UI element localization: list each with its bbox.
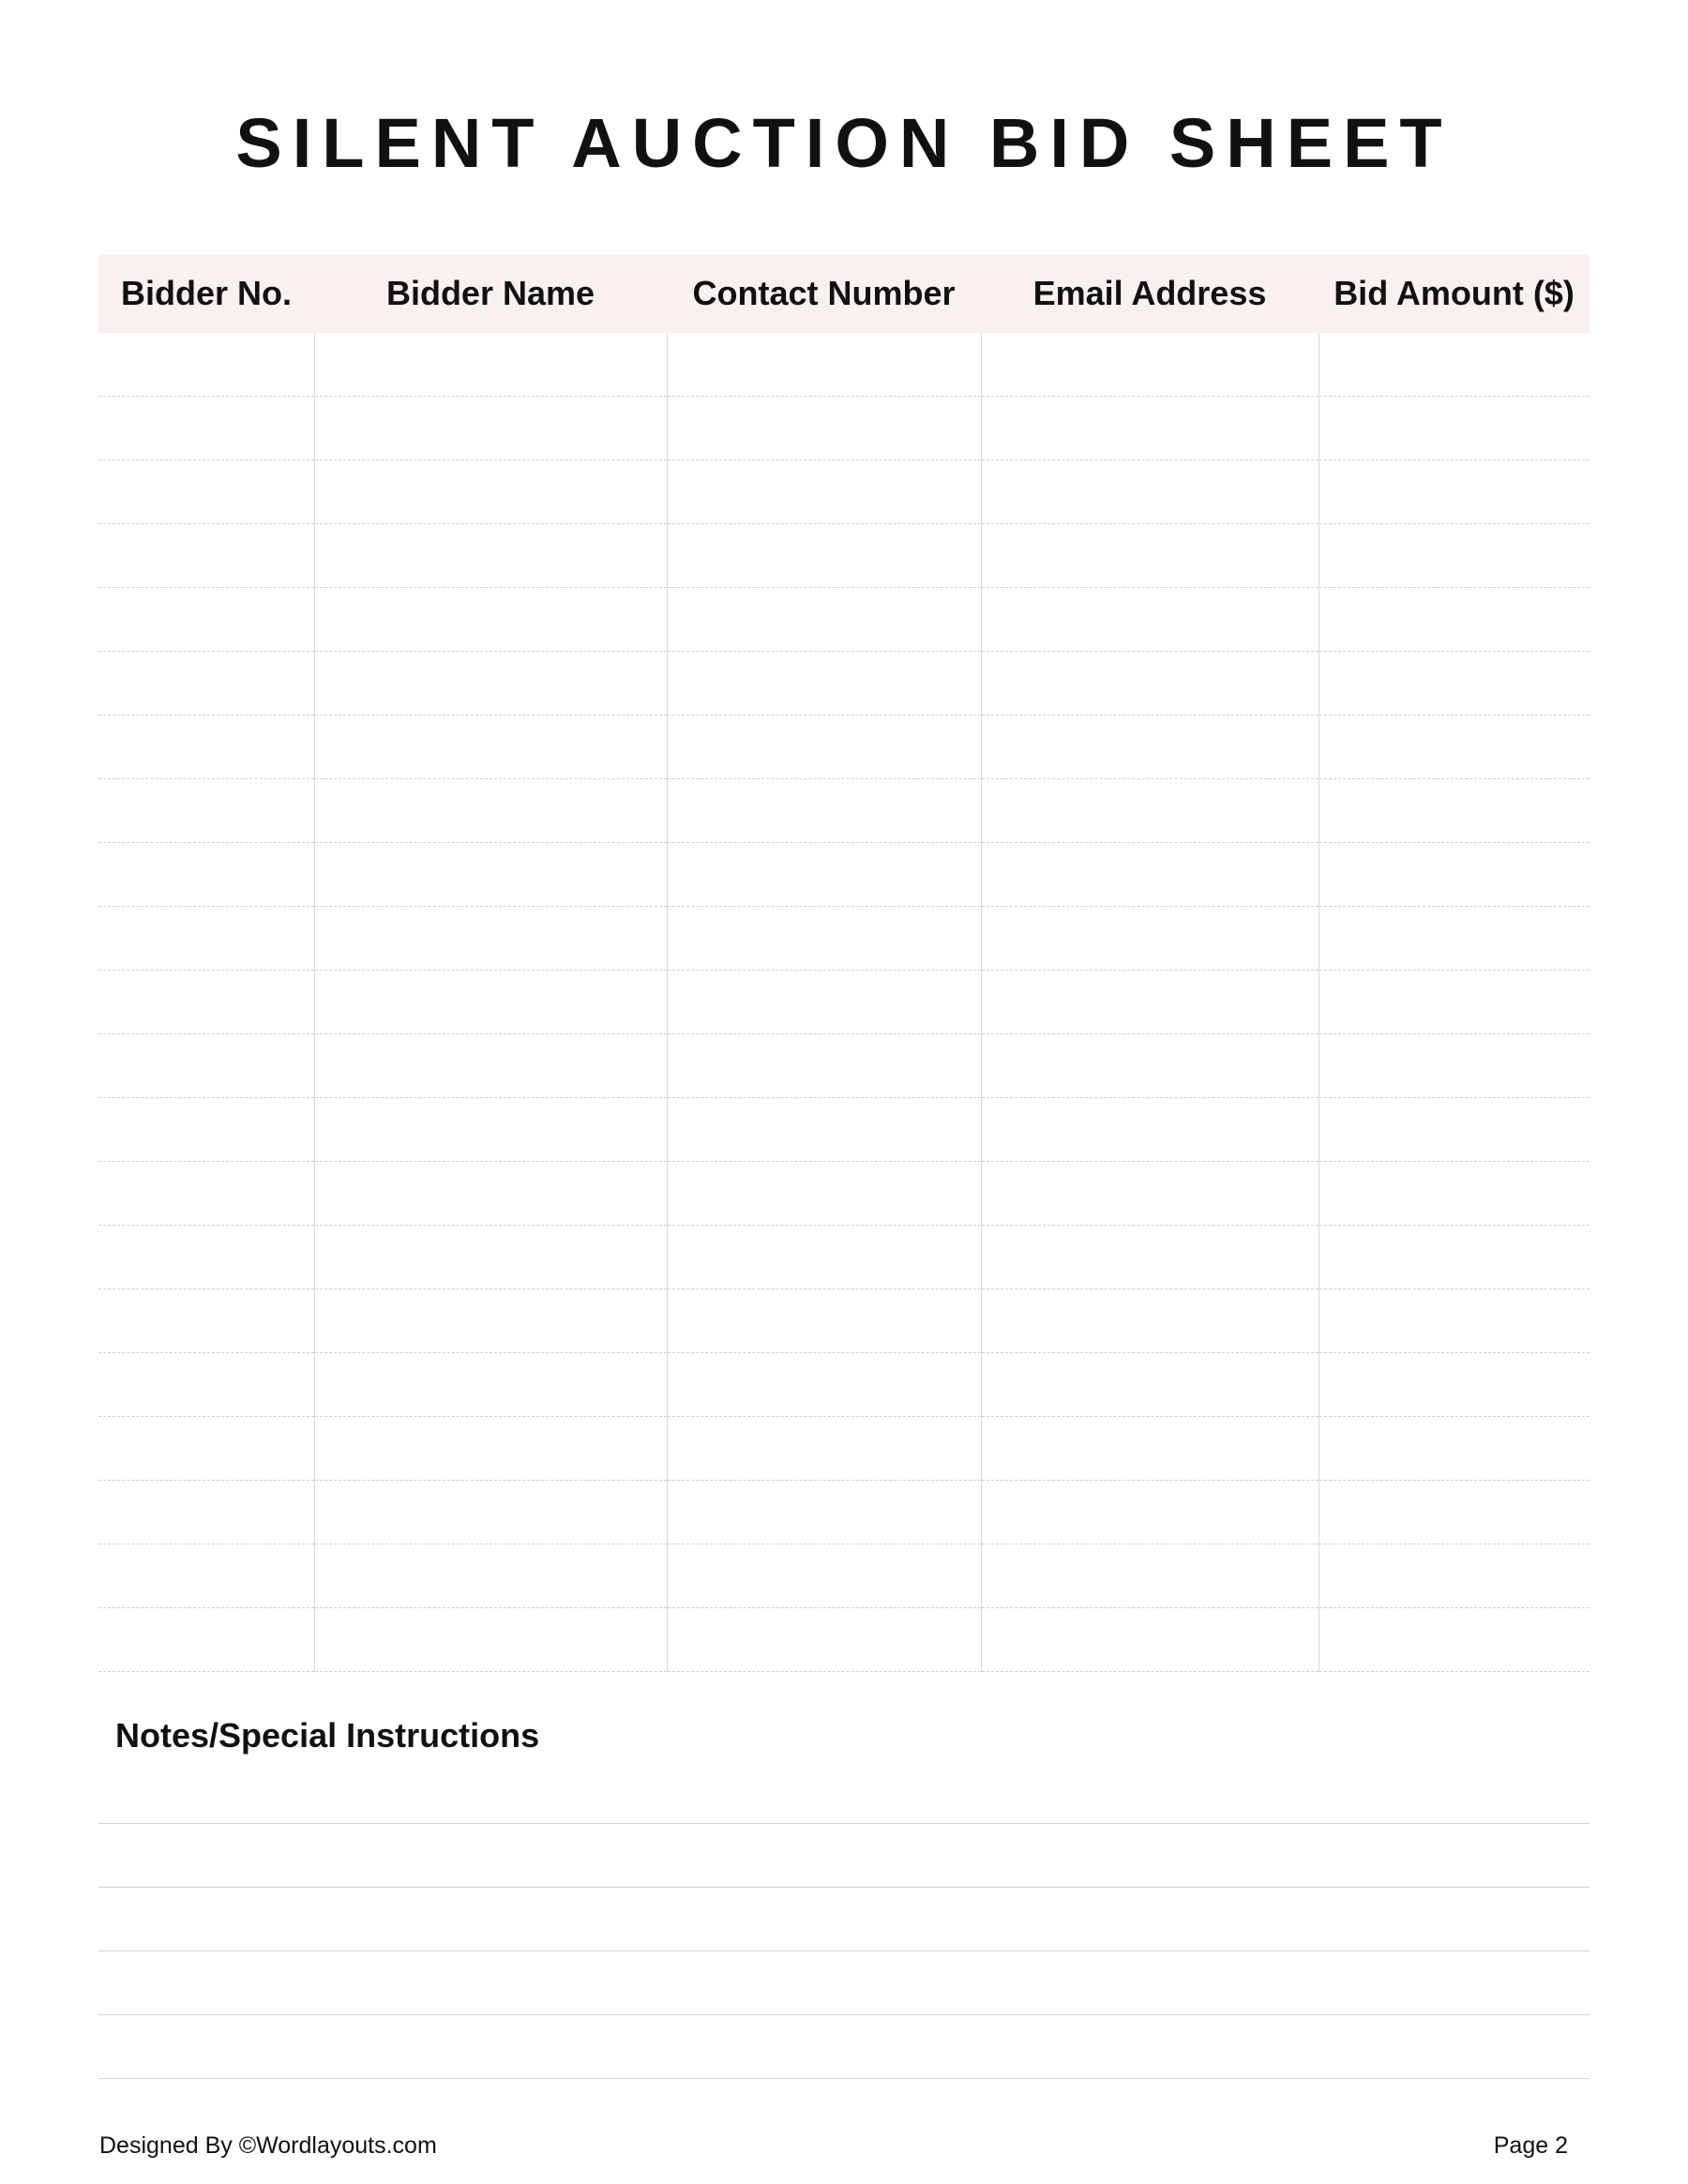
cell-contact-number[interactable] xyxy=(667,1289,981,1353)
cell-bid-amount[interactable] xyxy=(1319,1608,1590,1672)
cell-bidder-no[interactable] xyxy=(98,397,314,460)
cell-bidder-no[interactable] xyxy=(98,843,314,907)
cell-contact-number[interactable] xyxy=(667,1034,981,1098)
cell-bid-amount[interactable] xyxy=(1319,460,1590,524)
cell-email-address[interactable] xyxy=(981,1544,1319,1608)
cell-contact-number[interactable] xyxy=(667,1608,981,1672)
cell-contact-number[interactable] xyxy=(667,1481,981,1544)
cell-bidder-name[interactable] xyxy=(314,524,667,588)
cell-email-address[interactable] xyxy=(981,460,1319,524)
table-row xyxy=(98,588,1590,652)
cell-email-address[interactable] xyxy=(981,971,1319,1034)
cell-bidder-no[interactable] xyxy=(98,1608,314,1672)
cell-bidder-name[interactable] xyxy=(314,971,667,1034)
table-row xyxy=(98,907,1590,971)
cell-bid-amount[interactable] xyxy=(1319,715,1590,779)
cell-contact-number[interactable] xyxy=(667,1353,981,1417)
cell-contact-number[interactable] xyxy=(667,907,981,971)
table-row xyxy=(98,1098,1590,1162)
cell-bid-amount[interactable] xyxy=(1319,971,1590,1034)
bid-rows xyxy=(98,333,1590,1672)
cell-contact-number[interactable] xyxy=(667,1417,981,1481)
cell-email-address[interactable] xyxy=(981,397,1319,460)
cell-email-address[interactable] xyxy=(981,1034,1319,1098)
notes-line[interactable] xyxy=(98,1887,1590,1888)
table-row xyxy=(98,1353,1590,1417)
cell-email-address[interactable] xyxy=(981,524,1319,588)
table-row xyxy=(98,779,1590,843)
cell-bidder-name[interactable] xyxy=(314,1481,667,1544)
cell-bidder-name[interactable] xyxy=(314,1417,667,1481)
cell-bidder-name[interactable] xyxy=(314,397,667,460)
page-title: SILENT AUCTION BID SHEET xyxy=(235,104,1453,182)
cell-contact-number[interactable] xyxy=(667,524,981,588)
bid-table xyxy=(98,254,1590,1672)
cell-contact-number[interactable] xyxy=(667,333,981,397)
cell-contact-number[interactable] xyxy=(667,971,981,1034)
table-row xyxy=(98,1544,1590,1608)
cell-bid-amount[interactable] xyxy=(1319,1034,1590,1098)
table-header-row xyxy=(98,254,1590,333)
cell-bidder-name[interactable] xyxy=(314,1162,667,1226)
cell-email-address[interactable] xyxy=(981,715,1319,779)
column-header-bidder-no: Bidder No. xyxy=(98,254,314,333)
cell-email-address[interactable] xyxy=(981,333,1319,397)
cell-bidder-name[interactable] xyxy=(314,652,667,715)
cell-bidder-no[interactable] xyxy=(98,907,314,971)
table-row xyxy=(98,524,1590,588)
cell-email-address[interactable] xyxy=(981,1289,1319,1353)
cell-bid-amount[interactable] xyxy=(1319,588,1590,652)
cell-email-address[interactable] xyxy=(981,1098,1319,1162)
cell-bid-amount[interactable] xyxy=(1319,333,1590,397)
notes-line[interactable] xyxy=(98,2014,1590,2015)
cell-bidder-no[interactable] xyxy=(98,588,314,652)
cell-bid-amount[interactable] xyxy=(1319,1226,1590,1289)
table-row xyxy=(98,971,1590,1034)
cell-bidder-name[interactable] xyxy=(314,1098,667,1162)
cell-bid-amount[interactable] xyxy=(1319,1162,1590,1226)
cell-bidder-name[interactable] xyxy=(314,715,667,779)
table-row xyxy=(98,397,1590,460)
cell-bidder-name[interactable] xyxy=(314,588,667,652)
cell-bidder-name[interactable] xyxy=(314,1034,667,1098)
notes-line[interactable] xyxy=(98,2078,1590,2079)
column-header-bid-amount: Bid Amount ($) xyxy=(1319,254,1590,333)
cell-bidder-name[interactable] xyxy=(314,1289,667,1353)
cell-email-address[interactable] xyxy=(981,652,1319,715)
cell-bidder-no[interactable] xyxy=(98,779,314,843)
cell-email-address[interactable] xyxy=(981,907,1319,971)
table-row xyxy=(98,333,1590,397)
cell-email-address[interactable] xyxy=(981,1608,1319,1672)
page-number: Page 2 xyxy=(1493,2132,1568,2159)
cell-contact-number[interactable] xyxy=(667,843,981,907)
table-row xyxy=(98,460,1590,524)
cell-bidder-no[interactable] xyxy=(98,971,314,1034)
cell-email-address[interactable] xyxy=(981,1162,1319,1226)
cell-bidder-name[interactable] xyxy=(314,1353,667,1417)
column-header-email-address: Email Address xyxy=(981,254,1319,333)
column-header-contact-number: Contact Number xyxy=(667,254,981,333)
cell-email-address[interactable] xyxy=(981,843,1319,907)
cell-bidder-no[interactable] xyxy=(98,1353,314,1417)
cell-bid-amount[interactable] xyxy=(1319,524,1590,588)
cell-bidder-no[interactable] xyxy=(98,1162,314,1226)
cell-contact-number[interactable] xyxy=(667,779,981,843)
cell-bid-amount[interactable] xyxy=(1319,397,1590,460)
table-row xyxy=(98,1417,1590,1481)
table-row xyxy=(98,1481,1590,1544)
cell-bidder-no[interactable] xyxy=(98,524,314,588)
cell-bid-amount[interactable] xyxy=(1319,779,1590,843)
cell-email-address[interactable] xyxy=(981,1417,1319,1481)
column-header-bidder-name: Bidder Name xyxy=(314,254,667,333)
cell-bidder-no[interactable] xyxy=(98,1481,314,1544)
notes-heading: Notes/Special Instructions xyxy=(115,1716,540,1755)
cell-bidder-no[interactable] xyxy=(98,1098,314,1162)
cell-contact-number[interactable] xyxy=(667,1098,981,1162)
cell-bid-amount[interactable] xyxy=(1319,652,1590,715)
cell-bidder-name[interactable] xyxy=(314,1226,667,1289)
cell-bid-amount[interactable] xyxy=(1319,1417,1590,1481)
cell-bidder-no[interactable] xyxy=(98,333,314,397)
cell-bidder-no[interactable] xyxy=(98,1289,314,1353)
cell-email-address[interactable] xyxy=(981,1353,1319,1417)
cell-bid-amount[interactable] xyxy=(1319,1481,1590,1544)
cell-bidder-name[interactable] xyxy=(314,1608,667,1672)
cell-bidder-no[interactable] xyxy=(98,1544,314,1608)
table-row xyxy=(98,1162,1590,1226)
cell-bidder-no[interactable] xyxy=(98,652,314,715)
cell-bid-amount[interactable] xyxy=(1319,1289,1590,1353)
cell-contact-number[interactable] xyxy=(667,460,981,524)
table-row xyxy=(98,652,1590,715)
cell-bidder-no[interactable] xyxy=(98,1226,314,1289)
table-row xyxy=(98,843,1590,907)
cell-contact-number[interactable] xyxy=(667,1162,981,1226)
cell-contact-number[interactable] xyxy=(667,1544,981,1608)
footer-credit: Designed By ©Wordlayouts.com xyxy=(99,2132,437,2159)
cell-contact-number[interactable] xyxy=(667,397,981,460)
cell-bidder-no[interactable] xyxy=(98,1417,314,1481)
table-row xyxy=(98,1608,1590,1672)
cell-email-address[interactable] xyxy=(981,1226,1319,1289)
table-row xyxy=(98,715,1590,779)
cell-email-address[interactable] xyxy=(981,779,1319,843)
cell-contact-number[interactable] xyxy=(667,588,981,652)
cell-bid-amount[interactable] xyxy=(1319,907,1590,971)
cell-bid-amount[interactable] xyxy=(1319,1098,1590,1162)
cell-contact-number[interactable] xyxy=(667,715,981,779)
cell-bidder-name[interactable] xyxy=(314,843,667,907)
notes-line[interactable] xyxy=(98,1823,1590,1824)
cell-bidder-name[interactable] xyxy=(314,779,667,843)
cell-bidder-name[interactable] xyxy=(314,460,667,524)
cell-bid-amount[interactable] xyxy=(1319,843,1590,907)
cell-bidder-no[interactable] xyxy=(98,1034,314,1098)
cell-bidder-name[interactable] xyxy=(314,1544,667,1608)
cell-bidder-name[interactable] xyxy=(314,907,667,971)
cell-email-address[interactable] xyxy=(981,588,1319,652)
cell-bid-amount[interactable] xyxy=(1319,1353,1590,1417)
cell-bidder-name[interactable] xyxy=(314,333,667,397)
cell-email-address[interactable] xyxy=(981,1481,1319,1544)
cell-contact-number[interactable] xyxy=(667,652,981,715)
cell-contact-number[interactable] xyxy=(667,1226,981,1289)
table-row xyxy=(98,1289,1590,1353)
table-row xyxy=(98,1226,1590,1289)
cell-bidder-no[interactable] xyxy=(98,715,314,779)
table-row xyxy=(98,1034,1590,1098)
cell-bidder-no[interactable] xyxy=(98,460,314,524)
cell-bid-amount[interactable] xyxy=(1319,1544,1590,1608)
